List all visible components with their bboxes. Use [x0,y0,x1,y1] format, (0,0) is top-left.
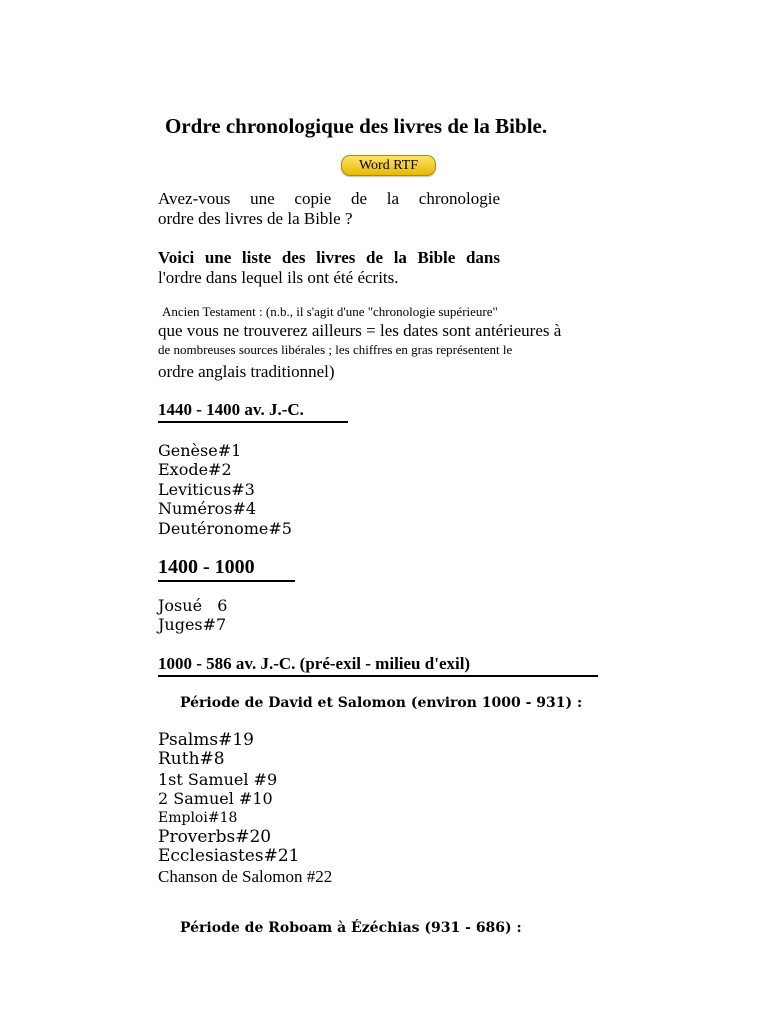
section-heading-1000: 1000 - 586 av. J.-C. (pré-exil - milieu d'exil) [158,654,598,677]
intro-line-2: ordre des livres de la Bible ? [158,209,353,228]
list-item: Exode#2 [158,460,232,480]
period-roboam-ezechias: Période de Roboam à Ézéchias (931 - 686) : [180,920,522,936]
list-item: Genèse#1 [158,441,242,460]
page-title: Ordre chronologique des livres de la Bible. [165,114,548,138]
section-1400-list [158,596,227,635]
word-rtf-button[interactable]: Word RTF [341,155,436,176]
intro-paragraph [158,189,500,229]
list-item: Numéros#4 [158,499,257,519]
list-item: Proverbs#20 [158,827,272,848]
section-heading-1440: 1440 - 1400 av. J.-C. [158,400,348,423]
list-item: Deutéronome#5 [158,518,292,538]
list-item: Psalms#19 [158,730,254,750]
list-intro-line-2: l'ordre dans lequel ils ont été écrits. [158,268,399,287]
section-1440-list [158,441,292,538]
intro-line-1: Avez-vous une copie de la chronologie [158,189,500,208]
note-line-4: ordre anglais traditionnel) [158,362,335,381]
list-item: 2 Samuel #10 [158,789,273,809]
list-item: 1st Samuel #9 [158,769,278,789]
note-line-2: que vous ne trouverez ailleurs = les dates sont antérieures à [158,321,562,340]
list-item: Leviticus#3 [158,479,255,499]
list-item: Ecclesiastes#21 [158,846,300,867]
list-item: Chanson de Salomon #22 [158,866,333,886]
list-intro-line-1: Voici une liste des livres de la Bible dans [158,248,500,267]
section-1000-list [158,731,332,886]
period-david-salomon: Période de David et Salomon (environ 1000 - 931) : [180,695,583,711]
list-intro-paragraph [158,248,500,288]
list-item: Josué 6 [158,596,228,615]
list-item: Juges#7 [158,615,227,635]
note-line-3: de nombreuses sources libérales ; les chiffres en gras représentent le [158,342,513,357]
section-heading-1400: 1400 - 1000 [158,556,295,582]
list-item: Emploi#18 [158,809,238,826]
list-item: Ruth#8 [158,749,225,770]
note-line-1: Ancien Testament : (n.b., il s'agit d'une "chronologie supérieure" [162,304,498,319]
